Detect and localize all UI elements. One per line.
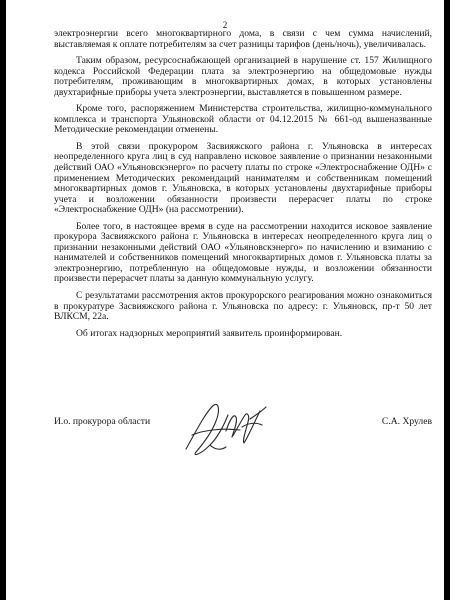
signatory-name: С.А. Хрулев [381, 416, 432, 427]
paragraph-lawsuit: В этой связи прокурором Засвияжского района г. Ульяновска в интересах неопределенного круга лиц в суд направлено исковое заявление о признании незаконными действий ОАО «Ульяновскэнерго» по расчету платы по строке «Электроснабжение ОДН» с применением Методических рекомендаций нанимателям и собственникам помещений многоквартирных домов г. Ульяновска, в которых установлены двухтарифные приборы учета и возложении обязанности произвести перерасчет платы по строке «Электроснабжение ОДН» (на рассмотрении). [54, 140, 432, 216]
paragraph-violation: Таким образом, ресурсоснабжающей организацией в нарушение ст. 157 Жилищного кодекса Российской Федерации плата за электроэнергию на общедомовые нужды потребителям, проживающим в многоквартирных домах, в которых установлены двухтарифные приборы учета электроэнергии, выставляется в повышенном размере. [54, 55, 432, 98]
paragraph-continuation: электроэнергии всего многоквартирного дома, в связи с чем сумма начислений, выставляемая к оплате потребителям за счет разницы тарифов (день/ночь), увеличивалась. [54, 28, 432, 50]
page-number: 2 [222, 20, 228, 30]
handwritten-signature [170, 397, 270, 459]
signatory-position: И.о. прокурора области [54, 416, 151, 427]
paragraph-contact-address: С результатами рассмотрения актов прокурорского реагирования можно ознакомиться в прокуратуре Засвияжского района г. Ульяновска по адресу: г. Ульяновск, пр-т 50 лет ВЛКСМ, 22а. [54, 290, 432, 323]
paragraph-ministry-order: Кроме того, распоряжением Министерства строительства, жилищно-коммунального комплекса и транспорта Ульяновской области от 04.12.2015 № 661-од вышеназванные Методические рекомендации отменены. [54, 103, 432, 136]
letter-body [54, 29, 432, 339]
paragraph-court-claim: Более того, в настоящее время в суде на рассмотрении находится исковое заявление прокурора Засвияжского района г. Ульяновска в интересах неопределенного круга лиц о признании незаконными действий ОАО «Ульяновскэнерго» по начислению и взиманию с нанимателей и собственников помещений многоквартирных домов г. Ульяновска платы за электроэнергию, потребленную на общедомовые нужды, и возложении обязанности произвести перерасчет платы за данную коммунальную услугу. [54, 220, 432, 285]
paragraph-informed: Об итогах надзорных мероприятий заявитель проинформирован. [76, 327, 343, 339]
document-page [6, 0, 444, 600]
